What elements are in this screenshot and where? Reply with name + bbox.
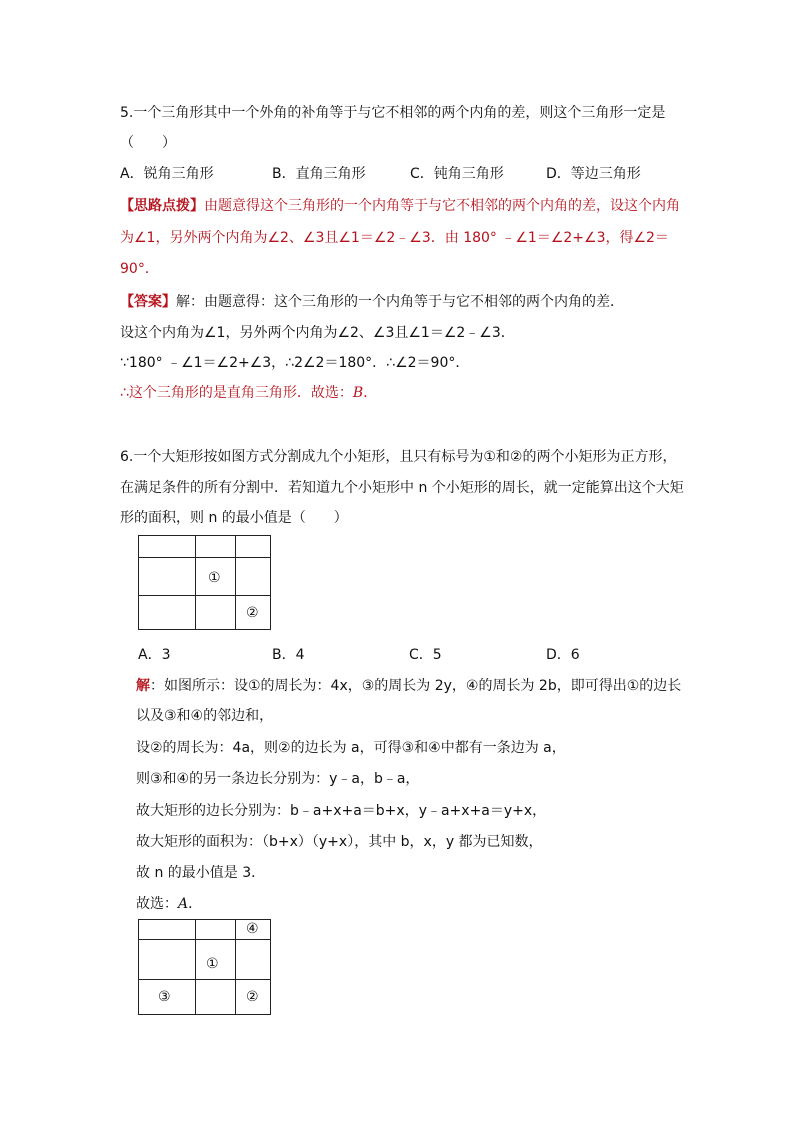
q5-option-c[interactable]: C．钝角三角形 bbox=[410, 166, 504, 182]
q5-stem-line1: 5.一个三角形其中一个外角的补角等于与它不相邻的两个内角的差，则这个三角形一定是 bbox=[120, 105, 666, 121]
q6-solution-line2: 以及③和④的邻边和， bbox=[136, 708, 274, 724]
q6-solution-line4: 则③和④的另一条边长分别为：y﹣a，b﹣a， bbox=[136, 771, 420, 787]
figure-2-label-2: ② bbox=[246, 989, 259, 1005]
q6-solution-text8: 故选： bbox=[136, 896, 178, 912]
q5-hint-line1 bbox=[120, 196, 680, 216]
q6-solution-line6: 故大矩形的面积为：（b+x）（y+x），其中 b，x，y 都为已知数， bbox=[136, 834, 543, 850]
figure-2-label-3: ③ bbox=[158, 989, 171, 1005]
q5-answer-text4: ∴这个三角形的是直角三角形．故选： bbox=[120, 385, 353, 401]
q6-option-c[interactable]: C．5 bbox=[409, 647, 442, 663]
q6-solution-tag: 解 bbox=[136, 678, 150, 694]
q6-solution-line5: 故大矩形的边长分别为：b﹣a+x+a＝b+x，y﹣a+x+a＝y+x， bbox=[136, 803, 547, 819]
q6-solution-period: ． bbox=[188, 896, 203, 912]
q6-option-d[interactable]: D．6 bbox=[546, 647, 580, 663]
figure-2-label-4: ④ bbox=[246, 921, 259, 937]
figure-2-label-1: ① bbox=[206, 956, 219, 972]
q5-answer-line1 bbox=[120, 292, 624, 312]
q5-answer-line3: ∵180° ﹣∠1＝∠2+∠3，∴2∠2＝180°．∴∠2＝90°． bbox=[120, 355, 470, 371]
q5-answer-tag: 【答案】 bbox=[120, 294, 176, 310]
q5-answer-line2: 设这个内角为∠1，另外两个内角为∠2、∠3且∠1＝∠2﹣∠3． bbox=[120, 325, 515, 341]
q5-hint-line3: 90°． bbox=[120, 261, 159, 277]
q5-hint-tag: 【思路点拨】 bbox=[120, 198, 204, 214]
q6-stem-line1: 6.一个大矩形按如图方式分割成九个小矩形，且只有标号为①和②的两个小矩形为正方形， bbox=[120, 449, 677, 465]
q5-hint-text1: 由题意得这个三角形的一个内角等于与它不相邻的两个内角的差，设这个内角 bbox=[204, 198, 680, 214]
q6-stem-line3: 形的面积，则 n 的最小值是（ ） bbox=[120, 510, 348, 526]
figure-1-label-1: ① bbox=[208, 570, 221, 586]
q6-solution-line7: 故 n 的最小值是 3． bbox=[136, 865, 266, 881]
q5-option-a[interactable]: A．锐角三角形 bbox=[120, 166, 214, 182]
q6-solution-line3: 设②的周长为：4a，则②的边长为 a，可得③和④中都有一条边为 a， bbox=[136, 740, 566, 756]
q6-solution-text1: ：如图所示：设①的周长为：4x，③的周长为 2y，④的周长为 2b，即可得出①的边长 bbox=[150, 678, 682, 694]
figure-1-label-2: ② bbox=[246, 605, 259, 621]
q6-option-a[interactable]: A．3 bbox=[138, 647, 171, 663]
q5-hint-line2: 为∠1，另外两个内角为∠2、∠3且∠1＝∠2﹣∠3．由 180° ﹣∠1＝∠2+∠3，得∠2＝ bbox=[120, 230, 669, 246]
q6-stem-line2: 在满足条件的所有分割中．若知道九个小矩形中 n 个小矩形的周长，就一定能算出这个大矩 bbox=[120, 480, 684, 496]
q5-option-d[interactable]: D．等边三角形 bbox=[546, 166, 641, 182]
q6-solution-line8 bbox=[136, 894, 202, 914]
q6-figure-2 bbox=[138, 919, 272, 1016]
q6-solution-choice: A bbox=[178, 896, 189, 912]
q6-solution-line1 bbox=[136, 676, 681, 696]
q5-answer-text1: 解：由题意得：这个三角形的一个内角等于与它不相邻的两个内角的差． bbox=[176, 294, 624, 310]
q6-figure-1 bbox=[138, 535, 272, 631]
q5-stem-line2: （ ） bbox=[120, 135, 176, 151]
q5-answer-period: ． bbox=[363, 385, 378, 401]
q5-answer-line4 bbox=[120, 383, 377, 403]
q5-option-b[interactable]: B．直角三角形 bbox=[272, 166, 366, 182]
q6-option-b[interactable]: B．4 bbox=[272, 647, 305, 663]
q5-answer-choice: B bbox=[352, 385, 364, 401]
